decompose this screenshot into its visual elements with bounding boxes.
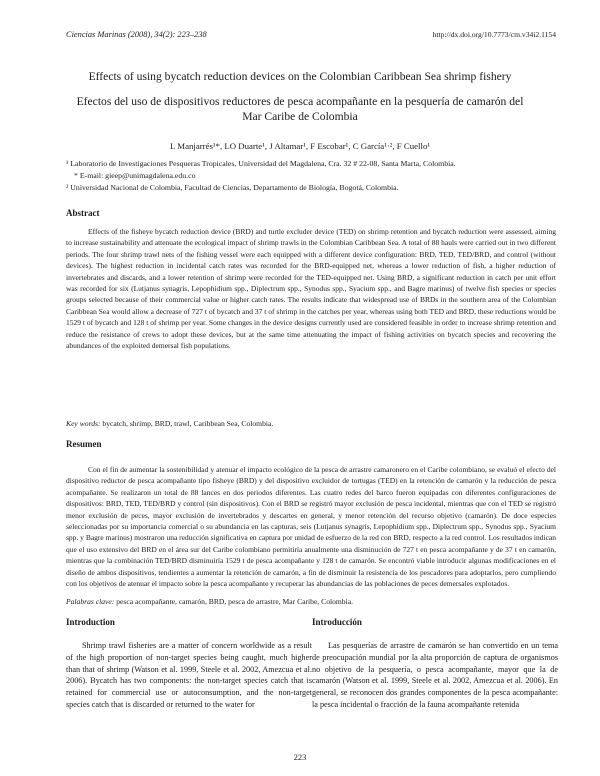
journal-citation: Ciencias Marinas (2008), 34(2): 223–238 <box>66 30 207 39</box>
abstract-heading: Abstract <box>66 208 100 218</box>
introduccion-body: Las pesquerías de arrastre de camarón se han convertido en un tema de preocupación mundial por la alta proporción de captura de organismos no objetivo de la pesquería, o pesca acompañante, mayor que la de camarón (Watson et al. 1999, Steele et al. 2002, Amezcua et al. 2006). En general, se reconocen dos grandes componentes de la pesca acompañante: la pesca incidental o fracción de la fauna acompañante retenida <box>312 641 558 709</box>
doi-link[interactable]: http://dx.doi.org/10.7773/cm.v34i2.1154 <box>432 30 556 39</box>
palabras-clave-text: pesca acompañante, camarón, BRD, pesca de arrastre, Mar Caribe, Colombia. <box>114 597 353 606</box>
keywords-text: bycatch, shrimp, BRD, trawl, Caribbean Sea, Colombia. <box>100 419 274 428</box>
affiliation-1: ¹ Laboratorio de Investigaciones Pesqueras Tropicales, Universidad del Magdalena, Cra. 32 # 22-08, Santa Marta, Colombia. <box>66 159 456 168</box>
running-header <box>66 30 556 44</box>
introduction-heading: Introduction <box>66 617 115 627</box>
resumen-body: Con el fin de aumentar la sostenibilidad y atenuar el impacto ecológico de la pesca de arrastre camaronero en el Caribe colombiano, se evaluó el efecto del dispositivo reductor de pesca acompañante tipo fisheye (BRD) y del dispositivo excluidor de tortugas (TED) en la retención de camarón y la reducción de pesca acompañante. Se realizaron un total de 88 lances en dos periodos diferentes. Las cuatro redes del barco fueron equipadas con diferentes configuraciones de dispositivos: BRD, TED, TED/BRD y control (sin dispositivos). Con el BRD se registró mayor exclusión de pesca incidental, mientras que con el TED se registró menor exclusión de peces, mayor exclusión de invertebrados y descartes en general, y menor retención del recurso objetivo (camarón). De doce especies seleccionadas por su importancia comercial o su abundancia en las capturas, seis (Lutjanus synagris, Lepophidium spp., Diplectrum spp., Synodus spp., Syacium spp. y Bagre marinus) mostraron una reducción significativa en captura por unidad de esfuerzo de la red con BRD, respecto a la red control. Los resultados indican que el uso extensivo del BRD en el área sur del Caribe colombiano permitiría anualmente una disminución de 727 t en pesca acompañante y de 37 t en camarón, mientras que la combinación TED/BRD disminuiría 1529 t de pesca acompañante y 128 t de camarón. Se encontró viable introducir algunas modificaciones en el diseño de ambos dispositivos, tendientes a aumentar la retención de camarón, a fin de disminuir la resistencia de los pescadores para adoptarlos, pero cumpliendo con los objetivos de atenuar el impacto sobre la pesca acompañante y recuperar las abundancias de las poblaciones de peces demersales explotados. <box>66 465 556 589</box>
abstract-body: Effects of the fisheye bycatch reduction device (BRD) and turtle excluder device (TED) on shrimp retention and bycatch reduction were assessed, aiming to increase sustainability and attenuate the ecological impact of shrimp trawls in the Colombian Caribbean Sea. A total of 88 hauls were carried out in two different periods. The four shrimp trawl nets of the fishing vessel were each equipped with a different device configuration: BRD, TED, TED/BRD, and control (without devices). The highest reduction in incidental catch rates was recorded for the BRD-equipped net, whereas a lower reduction of fish, a higher reduction of invertebrates and discards, and a lower retention of shrimp were recorded for the TED-equipped net. Using BRD, a significant reduction in catch per unit effort was recorded for six (Lutjanus synagris, Lepophidium spp., Diplectrum spp., Synodus spp., Syacium spp., and Bagre marinus) of twelve fish species or species groups selected because of their commercial value or higher catch rates. The results indicate that widespread use of BRDs in the southern area of the Colombian Caribbean Sea would allow a decrease of 727 t of bycatch and 37 t of shrimp in the catches per year, whereas using both TED and BRD, these reductions would be 1529 t of bycatch and 128 t of shrimp per year. Some changes in the device designs currently used are considered feasible in order to increase shrimp retention and reduce the resistance of crews to adopt these devices, but at the same time attenuating the impact of fishing activities on bycatch species and recovering the abundances of the exploited demersal fish populations. <box>66 227 556 351</box>
resumen-heading: Resumen <box>66 439 102 449</box>
affiliation-2: ² Universidad Nacional de Colombia, Facultad de Ciencias, Departamento de Biología, Bogotá, Colombia. <box>66 183 399 192</box>
introduction-body: Shrimp trawl fisheries are a matter of concern worldwide as a result of the high proportion of non-target species being caught, much higher than that of shrimp (Watson et al. 1999, Steele et al. 2002, Amezcua et al. 2006). Bycatch has two components: the non-target species catch that is retained for commercial use or autoconsumption, and the non-target species catch that is discarded or returned to the water for <box>66 641 312 709</box>
title-english: Effects of using bycatch reduction devices on the Colombian Caribbean Sea shrimp fishery <box>88 70 512 83</box>
author-list: L Manjarrés¹*, LO Duarte¹, J Altamar¹, F Escobar¹, C García¹·², F Cuello¹ <box>170 141 430 151</box>
introduccion-heading: Introducción <box>312 617 362 627</box>
keywords-label: Key words: <box>66 419 101 428</box>
page-number: 223 <box>293 753 307 762</box>
corresponding-email: * E-mail: gieep@unimagdalena.edu.co <box>74 171 196 180</box>
palabras-clave <box>66 597 556 606</box>
palabras-clave-label: Palabras clave: <box>66 597 115 606</box>
title-spanish: Efectos del uso de dispositivos reductores de pesca acompañante en la pesquería de camarón del Mar Caribe de Colombia <box>76 95 524 123</box>
keywords <box>66 419 556 428</box>
